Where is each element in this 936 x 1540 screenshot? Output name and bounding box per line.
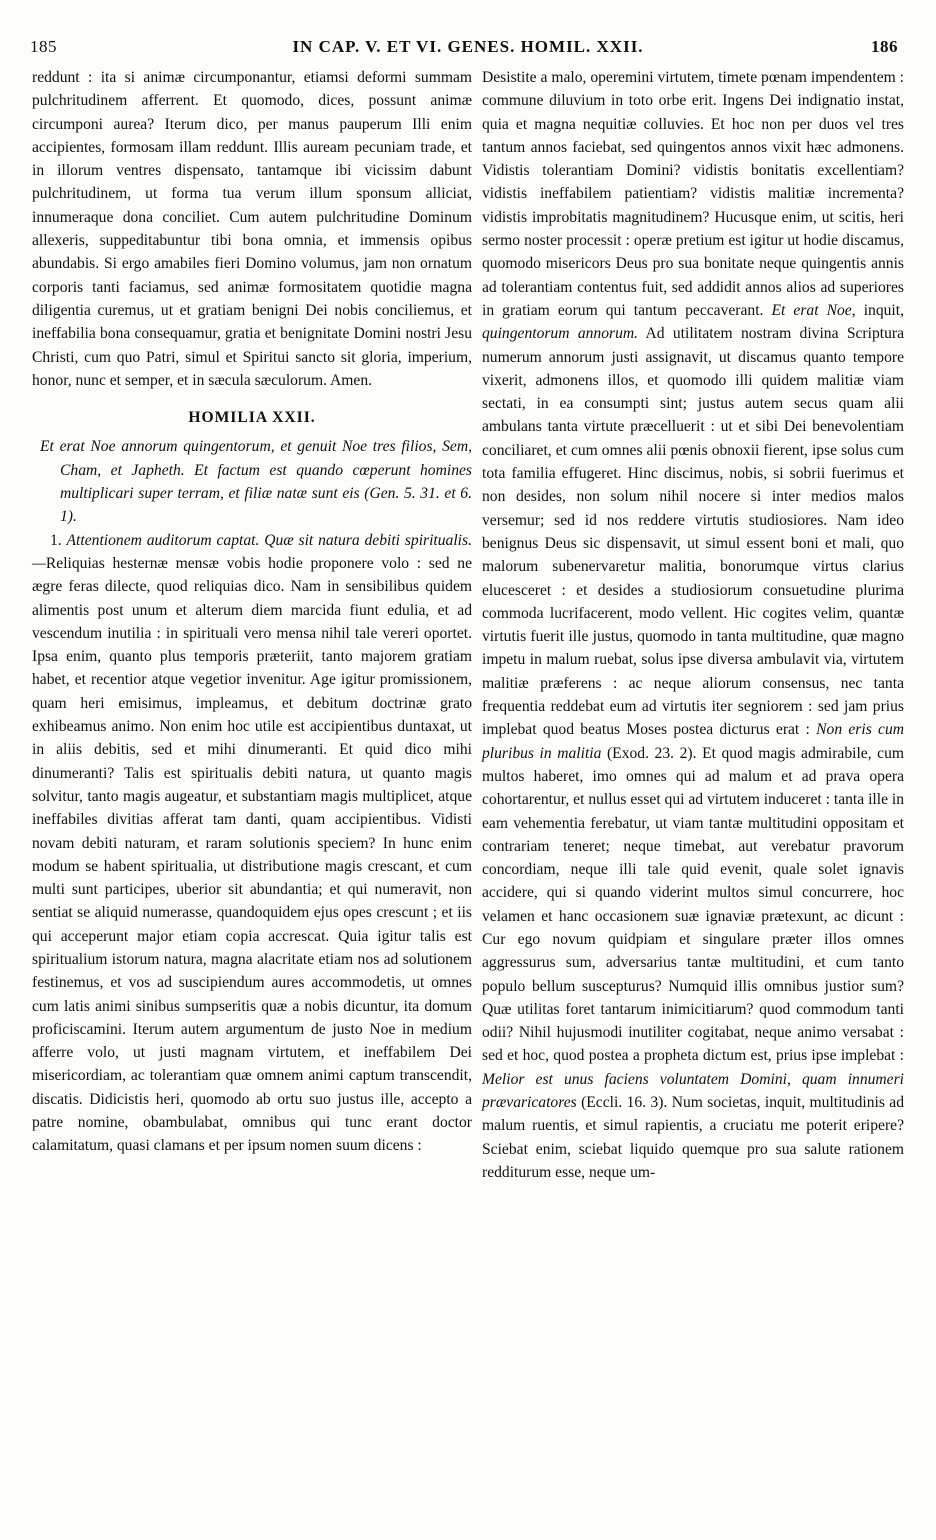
text-run-2: Ad utilitatem nostram divina Scriptura numerum annorum justi assignavit, ut discamus quanto tempore vixerit, admonens illos, et quomodo illi quidem malitiæ viam sectati, in ea consumpti sint; justus autem secus quam alii ambulans tanta virtute præcelluerit : ut et sibi Dei benevolentiam conciliaret, et cum omnes alii pœnis obnoxii fierent, ipse solus cum tota familia effugeret. Hinc discimus, nobis, si sobrii fuerimus et non desides, non solum nihil nocere si inter medios malos versemur; sed id nos reddere virtutis studiosiores. Nam ideo benignus Deus sic dispensavit, ut simul essent boni et mali, quo malorum subenervaretur malitia, bonorumque virtus clarius elucesceret : et desides a studiosiorum consuetudine plurima commoda lucrifacerent, modo vellent. Hic cogites velim, quantæ virtutis fuerit ille justus, quomodo in tanta multitudine, quæ magno impetu in malum ruebat, solus ipse diversa ambulavit via, virtutem malitiæ præferens : ac neque aliorum consensus, nec tanta frequentia reddebat eum ad virtutis iter segniorem : sed jam prius implebat quod beatus Moses postea dicturus erat :	[482, 325, 904, 739]
page-number-left: 185	[30, 37, 57, 56]
intro-paragraph: reddunt : ita si animæ circumponantur, etiamsi deformi summam pulchritudinem afferrent. Et quomodo, dices, possunt animæ circumponi aurea? Iterum dico, per manus pauperum Illi enim accipientes, formosam illam reddunt. Illis auream pecuniam trade, et in illorum ventres dispensato, tantamque ibi vicissim dabunt pulchritudinem, ut forma tua verum illum sponsum alliciat, innumeraque dona conciliet. Cum autem pulchritudine Dominum allexeris, suppeditabuntur tibi bona omnia, et immensis opibus abundabis. Si ergo amabiles fieri Domino volumus, jam non ornatum corporis tanti faciamus, sed animæ formositatem quotidie magna diligentia curemus, ut et gratiam benigni Dei nobis conciliemus, et ineffabilia bona consequamur, gratia et benignitate Domini nostri Jesu Christi, cum quo Patri, simul et Spiritui sancto sit gloria, imperium, honor, nunc et semper, et in sæcula sæculorum. Amen.	[32, 69, 472, 389]
right-paragraph	[482, 66, 904, 1184]
page-number-right: 186	[871, 37, 898, 56]
text-run-4: Num societas, inquit, multitudinis ad malum ruentis, et simul rapientis, a cruciatu me poterit eripere? Sciebat enim, sciebat liquido quemque pro sua salute rationem redditurum esse, neque um-	[482, 1094, 904, 1181]
quote-run-1: Et erat Noe	[771, 301, 852, 319]
section-number: 1.	[50, 531, 62, 549]
text-run-1: Desistite a malo, operemini virtutem, timete pœnam impendentem : commune diluvium in toto orbe erit. Ingens Dei indignatio instat, quia et magna nequitiæ colluvies. Et hoc non per duos vel tres tantum annos faciebat, sed quingentos annos vixit hæc admonens. Vidistis tolerantiam Domini? vidistis bonitatis excellentiam? vidistis ineffabilem patientiam? vidistis malitiæ incrementa? vidistis improbitatis magnitudinem? Hucusque enim, ut scitis, heri sermo noster processit : operæ pretium est igitur ut hodie discamus, quomodo misericors Deus pro sua bonitate neque quingentis annis ad tolerantiam contentus fuit, sed addidit annos alios ad superiores in gratiam eorum qui tantum peccaverant.	[482, 69, 904, 319]
section-body: Reliquias hesternæ mensæ vobis hodie proponere volo : sed ne ægre feras dilecte, quod reliquias dico. Nam in sensibilibus quidem alimentis post unum et alterum diem marcida fiunt edulia, et ad vescendum inutilia : in spirituali vero mensa nihil tale vereri oportet. Ipsa enim, quanto plus temporis præteriit, tanto majorem gratiam habet, et recentior atque vegetior invenitur. Age igitur promissionem, quam heri emisimus, impleamus, et debitum doctrinæ grato exhibeamus animo. Non enim hoc utile est accipientibus duntaxat, ut in aliis debitis, sed et mihi dinumeranti. Et quid dico mihi dinumeranti? Talis est spiritualis debiti natura, ut quanto magis solvitur, tanto magis augeatur, et substantiam magis multiplicet, atque ineffabiles divitias afferat tam danti, quam accipientibus. Vidisti novam debiti naturam, et raram solutionis speciem? In hunc enim modum se habent spiritualia, ut distributione magis crescant, et cum multi sunt participes, uberior sit abundantia; et qui numeravit, non sentiat se aliquid numerasse, quandoquidem ejus opes crescunt ; et iis qui acceperunt major etiam copia accrescat. Quia igitur talis est spiritualium istorum natura, magna alacritate etiam nos ad solutionem festinemus, et vos ad suscipiendum aures accommodetis, ut omnes cum latis animi sinibus sumpseritis quæ a nobis dicuntur, ita domum proficiscamini. Iterum autem argumentum de justo Noe in medium afferre volo, ut justi magnam virtutem, et ineffabilem Dei misericordiam, ac tolerantiam quæ omnem animi captum transcendit, discatis. Didicistis heri, quomodo ab ortu suo justus ille, accepto a patre nomine, obambulabat, omnibus qui tunc erant doctor calamitatum, quasi clamans et per ipsum nomen suum dicens :	[32, 554, 472, 1155]
quote-run-2: quingentorum annorum.	[482, 325, 639, 343]
reference-2: (Eccli. 16. 3).	[581, 1094, 668, 1112]
running-head	[30, 34, 906, 60]
left-column	[32, 66, 472, 1158]
quote-run-3: Non eris cum pluribus in malitia	[482, 721, 904, 762]
section-summary: Attentionem auditorum captat. Quæ sit natura debiti spiritualis. —	[32, 531, 472, 572]
reference-1: (Exod. 23. 2).	[606, 744, 697, 762]
quote-run-4: Melior est unus faciens voluntatem Domini, quam innumeri prævaricatores	[482, 1070, 904, 1112]
text-run-1b: , inquit,	[851, 301, 904, 319]
right-column	[482, 66, 904, 1184]
running-title: IN CAP. V. ET VI. GENES. HOMIL. XXII.	[292, 37, 644, 56]
text-run-3: Et quod magis admirabile, cum multos haberet, imo omnes qui ad malum et ad prava opera cohortarentur, et nullus esset qui ad virtutem induceret : tanta ille in eam vehementia ferebatur, ut viam tantæ multitudini oppositam et contrariam teneret; neque timebat, aut verebatur pravorum concordiam, neque illi tale quid evenit, quale solet ignavis accidere, qui si quando viderint multos simul concurrere, hoc velamen et hanc occasionem suæ ignaviæ prætexunt, ac dicunt : Cur ego novum quidpiam et singulare præter illos omnes aggressurus sum, adversarius tantæ multitudini, et cum tanto populo bellum suscepturus? Numquid illis omnibus justior sum? Quæ utilitas foret tantarum inimicitiarum? quod commodum tanti odii? Nihil hujusmodi inutiliter cogitabat, neque animo versabat : sed et hoc, quod postea a propheta dictum est, prius ipse implebat :	[482, 744, 905, 1065]
homily-heading: HOMILIA XXII.	[188, 409, 316, 427]
scripture-lemma: Et erat Noe annorum quingentorum, et genuit Noe tres filios, Sem, Cham, et Japheth. Et factum est quando cœperunt homines multiplicari super terram, et filiæ natæ sunt eis (Gen. 5. 31. et 6. 1).	[40, 438, 472, 526]
section-paragraph	[32, 529, 472, 1158]
